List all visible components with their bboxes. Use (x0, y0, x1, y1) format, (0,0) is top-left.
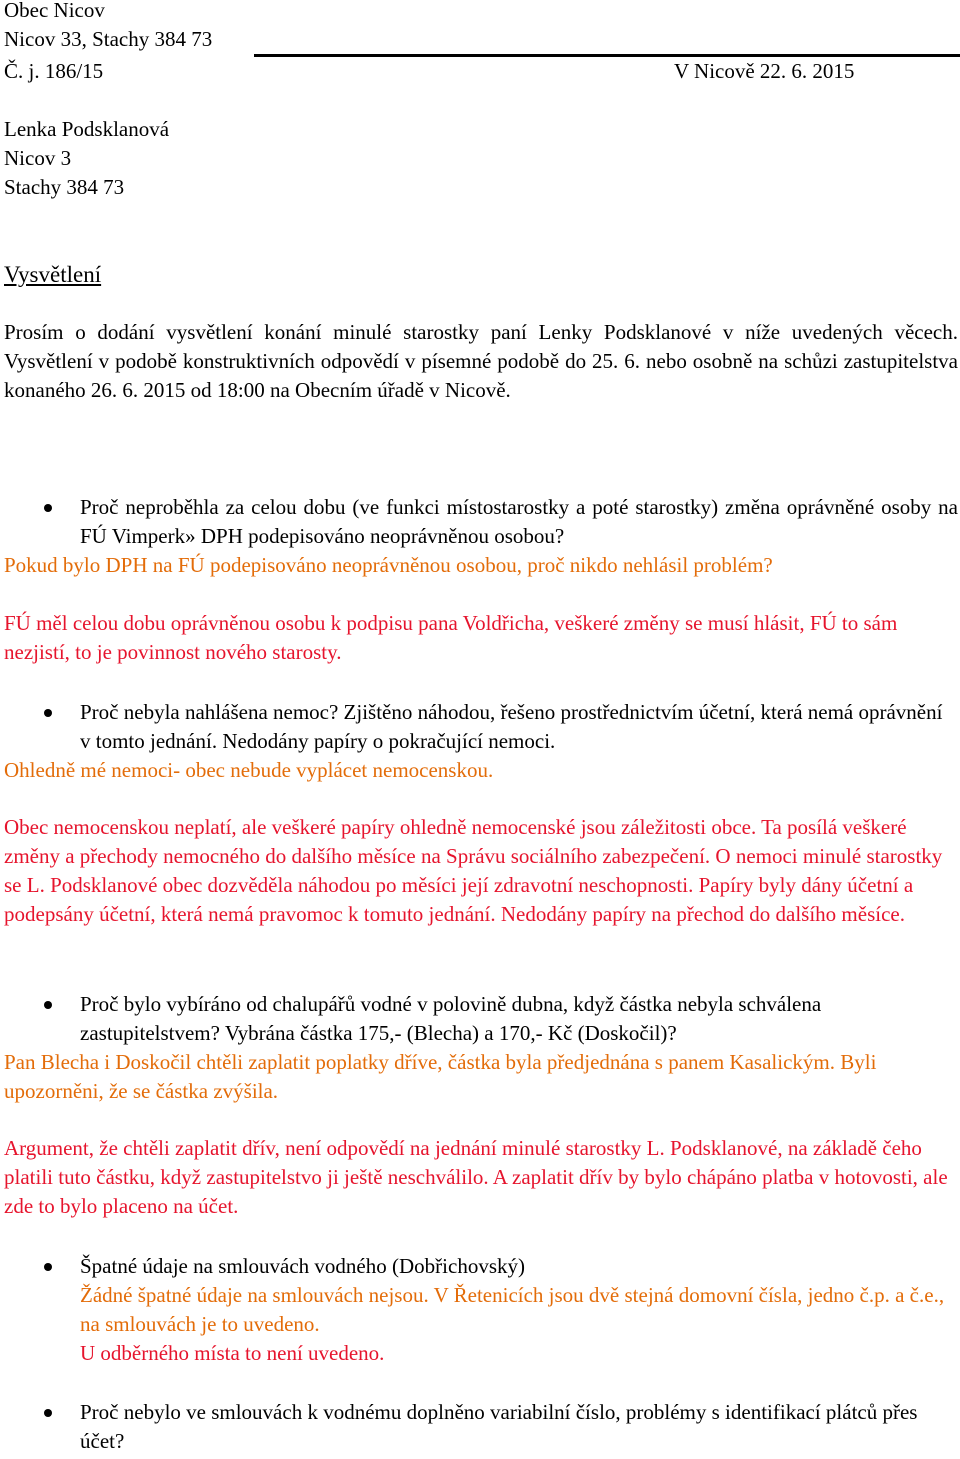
reply-2 (4, 813, 958, 929)
reply-red: Obec nemocenskou neplatí, ale veškeré papíry ohledně nemocenské jsou záležitosti obce. Ta posílá veškeré změny a přechody nemocného do dalšího měsíce na Správu sociálního zabezpečení. O nemoci minulé starostky se L. Podsklanové obec dozvěděla náhodou po měsíci její zdravotní neschopnosti. Papíry byly dány účetní a podepsány účetní, která nemá pravomoc k tomuto jednání. Nedodány papíry na přechod do dalšího měsíce. (4, 815, 943, 926)
question-3 (4, 990, 958, 1106)
bullet-dot-icon (44, 1001, 52, 1009)
reference-line (4, 57, 958, 86)
answer-orange: Pokud bylo DPH na FÚ podepisováno neoprávněnou osobou, proč nikdo nehlásil problém? (4, 553, 773, 577)
bullet-item (4, 698, 958, 756)
recipient-address (4, 115, 958, 202)
question-5 (4, 1398, 958, 1456)
letter-title: Vysvětlení (4, 262, 102, 287)
answer-orange: Žádné špatné údaje na smlouvách nejsou. V Řetenicích jsou dvě stejná domovní čísla, jedno č.p. a č.e., na smlouvách je to uvedeno. (80, 1283, 945, 1336)
org-address: Nicov 33, Stachy 384 73 (4, 27, 213, 51)
reply-red: Argument, že chtěli zaplatit dřív, není odpovědí na jednání minulé starostky L. Podsklanové, na základě čeho platili tuto částku, když zastupitelstvo ji ještě neschválilo. A zaplatit dřív by bylo chápáno platba v hotovosti, ale zde to bylo placeno na účet. (4, 1136, 948, 1218)
org-name: Obec Nicov (4, 0, 105, 22)
intro-paragraph: Prosím o dodání vysvětlení konání minulé starostky paní Lenky Podsklanové v níže uvedených věcech. Vysvětlení v podobě konstruktivních odpovědí v písemné podobě do 25. 6. nebo osobně na schůzi zastupitelstva konaného 26. 6. 2015 od 18:00 na Obecním úřadě v Nicově. (4, 320, 958, 402)
letter-date: V Nicově 22. 6. 2015 (674, 59, 855, 83)
recipient-city: Stachy 384 73 (4, 175, 125, 199)
question-text: Proč nebylo ve smlouvách k vodnému doplněno variabilní číslo, problémy s identifikací plátců přes účet? (80, 1400, 918, 1453)
bullet-item (4, 1252, 958, 1368)
question-text: Proč neproběhla za celou dobu (ve funkci místostarostky a poté starostky) změna oprávněné osoby na FÚ Vimperk» DPH podepisováno neoprávněnou osobou? (80, 495, 958, 548)
reply-1 (4, 609, 958, 667)
letter-title-wrap (4, 260, 958, 290)
bullet-item (4, 990, 958, 1048)
question-4 (4, 1252, 958, 1368)
bullet-dot-icon (44, 1263, 52, 1271)
recipient-street: Nicov 3 (4, 146, 72, 170)
letter-header (4, 0, 958, 54)
question-text: Proč bylo vybíráno od chalupářů vodné v polovině dubna, když částka nebyla schválena zastupitelstvem? Vybrána částka 175,- (Blecha) a 170,- Kč (Doskočil)? (80, 992, 822, 1045)
bullet-dot-icon (44, 1409, 52, 1417)
reply-3 (4, 1134, 958, 1221)
reply-red: U odběrného místa to není uvedeno. (80, 1341, 385, 1365)
intro-paragraph-wrap (4, 318, 958, 405)
reference-number: Č. j. 186/15 (4, 59, 104, 83)
question-2 (4, 698, 958, 785)
recipient-name: Lenka Podsklanová (4, 117, 170, 141)
reply-red: FÚ měl celou dobu oprávněnou osobu k podpisu pana Voldřicha, veškeré změny se musí hlásit, FÚ to sám nezjistí, to je povinnost nového starosty. (4, 611, 898, 664)
question-text: Proč nebyla nahlášena nemoc? Zjištěno náhodou, řešeno prostřednictvím účetní, která nemá oprávnění v tomto jednání. Nedodány papíry o pokračující nemoci. (80, 700, 943, 753)
answer-orange: Ohledně mé nemoci- obec nebude vyplácet nemocenskou. (4, 758, 494, 782)
bullet-item (4, 493, 958, 551)
question-text: Špatné údaje na smlouvách vodného (Dobřichovský) (80, 1254, 525, 1278)
question-1 (4, 493, 958, 580)
bullet-dot-icon (44, 504, 52, 512)
answer-orange: Pan Blecha i Doskočil chtěli zaplatit poplatky dříve, částka byla předjednána s panem Kasalickým. Byli upozorněni, že se částka zvýšila. (4, 1050, 877, 1103)
bullet-item (4, 1398, 958, 1456)
bullet-dot-icon (44, 709, 52, 717)
